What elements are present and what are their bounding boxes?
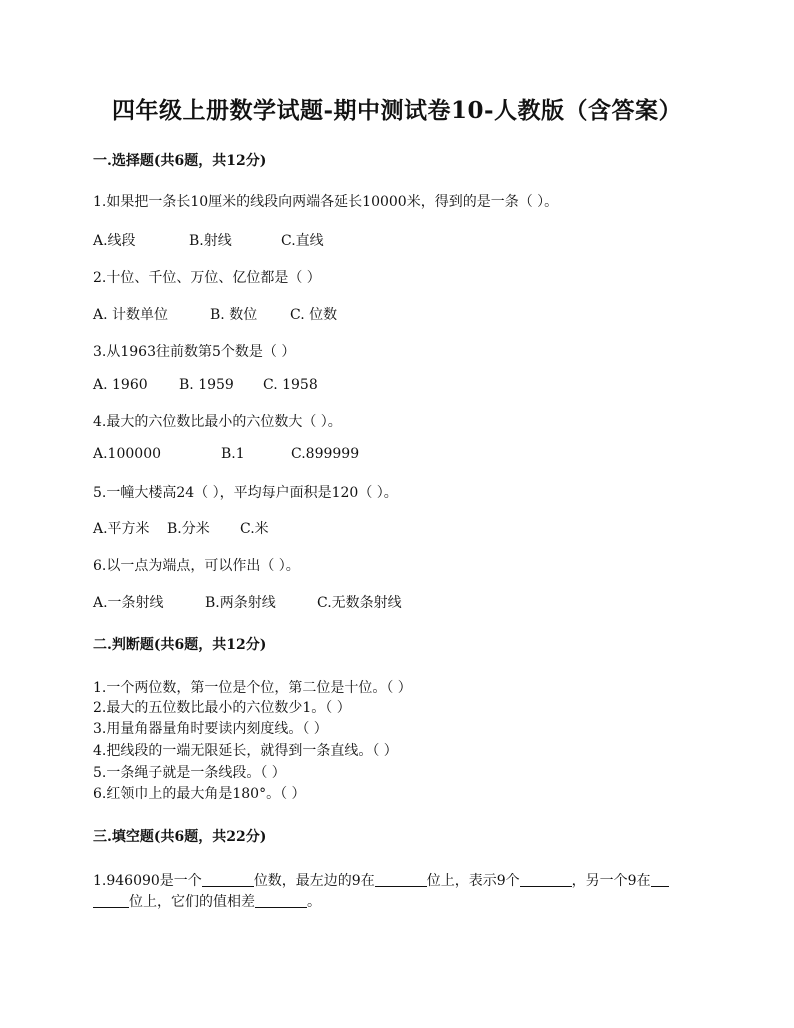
judge-question-2: 2.最大的五位数比最小的六位数少1。（ ） xyxy=(93,700,351,716)
option-c: C.米 xyxy=(240,521,269,537)
option-b: B.射线 xyxy=(189,233,232,249)
fill-question-1-line-1 xyxy=(93,870,669,890)
fill-question-1-line-2 xyxy=(93,891,321,911)
choice-question-6: 6.以一点为端点，可以作出（ ）。 xyxy=(93,558,300,574)
fill-text: ，另一个9在 xyxy=(571,873,651,889)
option-a: A.一条射线 xyxy=(93,595,164,611)
judge-question-3: 3.用量角器量角时要读内刻度线。（ ） xyxy=(93,721,328,737)
fill-text: 1.946090是一个 xyxy=(93,873,202,889)
option-c: C.无数条射线 xyxy=(317,595,402,611)
option-a: A.线段 xyxy=(93,233,136,249)
judge-question-4: 4.把线段的一端无限延长，就得到一条直线。（ ） xyxy=(93,743,398,759)
option-c: C.直线 xyxy=(281,233,324,249)
fill-text: 位数，最左边的9在 xyxy=(253,873,375,889)
choice-options-5 xyxy=(93,518,269,538)
choice-options-6 xyxy=(93,592,402,612)
option-a: A. 计数单位 xyxy=(93,307,169,323)
answer-blank[interactable] xyxy=(520,872,572,887)
option-a: A. 1960 xyxy=(93,377,148,393)
choice-question-3: 3.从1963往前数第5个数是（ ） xyxy=(93,344,296,360)
choice-question-2: 2.十位、千位、万位、亿位都是（ ） xyxy=(93,270,321,286)
option-a: A.100000 xyxy=(93,446,162,462)
choice-options-2 xyxy=(93,304,337,324)
option-c: C. 1958 xyxy=(263,377,318,393)
fill-text: 位上，表示9个 xyxy=(426,873,520,889)
fill-text: 位上，它们的值相差 xyxy=(129,894,255,910)
judge-question-1: 1.一个两位数，第一位是个位，第二位是十位。（ ） xyxy=(93,680,412,696)
choice-options-1 xyxy=(93,230,324,250)
answer-blank[interactable] xyxy=(651,872,669,887)
choice-question-1: 1.如果把一条长10厘米的线段向两端各延长10000米，得到的是一条（ ）。 xyxy=(93,194,559,210)
option-a: A.平方米 xyxy=(93,521,150,537)
section-heading-judge: 二.判断题(共6题，共12分) xyxy=(93,637,267,653)
choice-options-4 xyxy=(93,446,359,462)
section-heading-choice: 一.选择题(共6题，共12分) xyxy=(93,153,267,169)
fill-text: 。 xyxy=(307,894,321,910)
answer-blank[interactable] xyxy=(255,893,307,908)
answer-blank[interactable] xyxy=(202,872,254,887)
choice-options-3 xyxy=(93,377,318,393)
option-b: B.1 xyxy=(221,446,245,462)
judge-question-6: 6.红领巾上的最大角是180°。（ ） xyxy=(93,786,306,802)
option-b: B.分米 xyxy=(167,521,210,537)
option-c: C. 位数 xyxy=(290,307,338,323)
option-b: B. 数位 xyxy=(210,307,258,323)
answer-blank[interactable] xyxy=(93,893,129,908)
section-heading-fill: 三.填空题(共6题，共22分) xyxy=(93,829,267,845)
choice-question-4: 4.最大的六位数比最小的六位数大（ ）。 xyxy=(93,414,342,430)
option-c: C.899999 xyxy=(291,446,360,462)
option-b: B.两条射线 xyxy=(205,595,276,611)
choice-question-5: 5.一幢大楼高24（ ），平均每户面积是120（ ）。 xyxy=(93,485,398,501)
answer-blank[interactable] xyxy=(375,872,427,887)
judge-question-5: 5.一条绳子就是一条线段。（ ） xyxy=(93,765,286,781)
option-b: B. 1959 xyxy=(179,377,234,393)
page-title: 四年级上册数学试题-期中测试卷10-人教版（含答案） xyxy=(111,97,683,124)
